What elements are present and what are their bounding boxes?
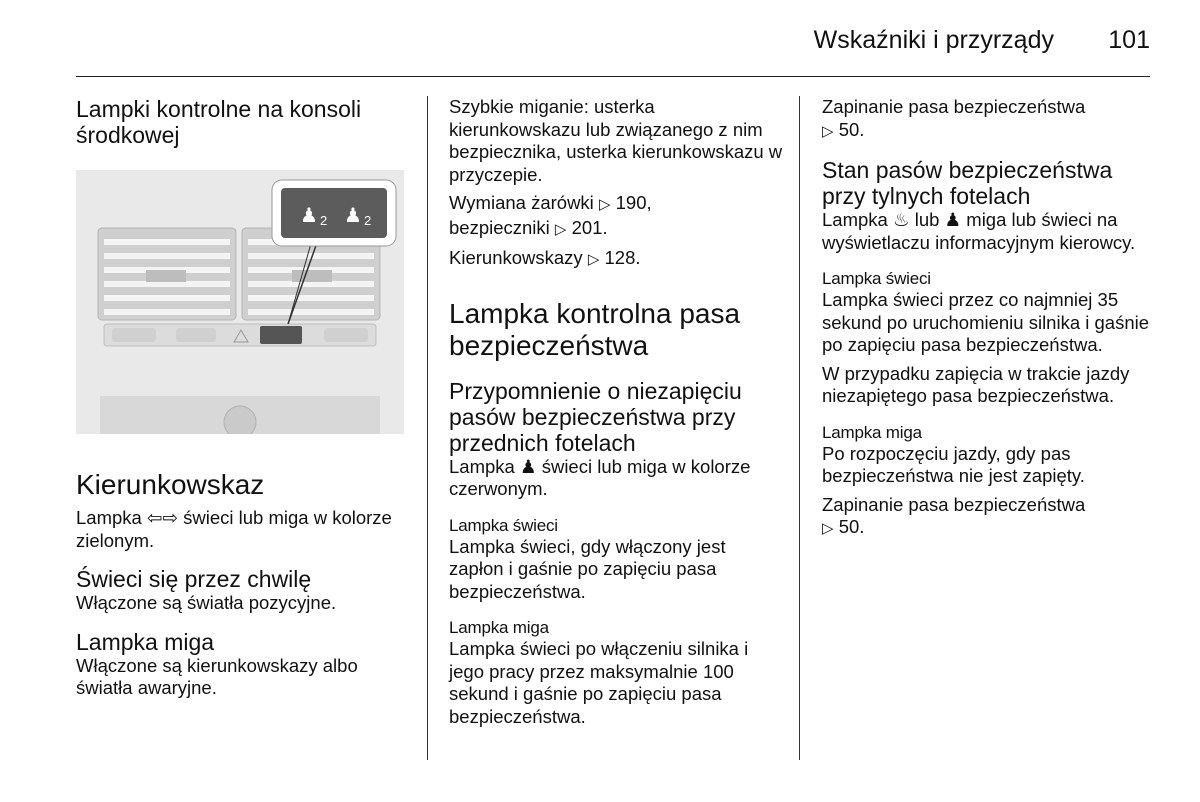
przypomnienie-text: Lampka ♟ świeci lub miga w kolorze czerwonym. [449,455,751,499]
wymiana-text: Wymiana żarówki ▷ 190, bezpieczniki ▷ 201. [449,192,652,238]
reference-arrow-icon: ▷ [822,520,834,537]
lampka-swieci-text-2: W przypadku zapięcia w trakcie jazdy niezapiętego pasa bezpieczeństwa. [822,362,1130,406]
lampka-swieci-title: Lampka świeci [822,269,931,288]
page-reference-link[interactable]: 201. [571,216,608,238]
kierunkowskaz-title: Kierunkowskaz [76,469,265,500]
column-divider [799,96,800,760]
column-2 [449,96,784,728]
swieci-text: Włączone są światła pozycyjne. [76,592,337,613]
console-vent-figure [76,170,404,434]
lampka-miga-text: Lampka świeci po włączeniu silnika i jego pracy przez maksymalnie 100 sekund i gaśnie po zapięciu pasa bezpieczeństwa. [449,638,749,727]
column-divider [427,96,428,760]
figure-number-label: 2 [364,213,372,228]
kierunkowskazy-text: Kierunkowskazy ▷ 128. [449,247,641,268]
page-reference-link[interactable]: 50. [838,118,865,140]
miga-text: Włączone są kierunkowskazy albo światła awaryjne. [76,654,358,698]
lampka-miga-title: Lampka miga [449,618,549,637]
seatbelt-icon: ♟ [944,209,962,230]
lampka-swieci-text: Lampka świeci przez co najmniej 35 sekund po uruchomieniu silnika i gaśnie po zapięciu pasa bezpieczeństwa. [822,289,1150,355]
page-header [76,22,1150,77]
svg-text:♟: ♟ [344,203,362,227]
miga-title: Lampka miga [76,628,215,655]
swieci-title: Świeci się przez chwilę [76,566,312,592]
seatbelt-icon: ♟ [519,455,537,477]
section-heading: Lampki kontrolne na konsoli środkowej [76,96,362,148]
reference-arrow-icon: ▷ [822,122,834,140]
stan-pasow-text: Lampka ♨ lub ♟ miga lub świeci na wyświetlaczu informacyjnym kierowcy. [822,209,1136,253]
column-3 [822,96,1154,541]
figure-number-label: 2 [320,213,328,228]
lampka-miga-title: Lampka miga [822,422,922,442]
lampka-swieci-text: Lampka świeci, gdy włączony jest zapłon i gaśnie po zapięciu pasa bezpieczeństwa. [449,535,726,602]
reference-arrow-icon: ▷ [554,220,567,238]
rear-seatbelt-icon: ♨ [892,209,910,230]
reference-arrow-icon: ▷ [587,251,600,268]
lampka-miga-text: Po rozpoczęciu jazdy, gdy pas bezpieczeństwa nie jest zapięty. [822,442,1085,486]
reference-arrow-icon: ▷ [598,196,611,213]
page-reference-link[interactable]: 128. [604,247,641,268]
lampka-swieci-title: Lampka świeci [449,515,558,535]
zapinanie-text-2: Zapinanie pasa bezpieczeństwa ▷ 50. [822,493,1086,537]
zapinanie-text: Zapinanie pasa bezpieczeństwa ▷ 50. [822,96,1086,140]
szybkie-text: Szybkie miganie: usterka kierunkowskazu lub związanego z nim bezpiecznika, usterka kierunkowskazu w przyczepie. [449,96,783,185]
przypomnienie-title: Przypomnienie o niezapięciu pasów bezpieczeństwa przy przednich fotelach [449,377,742,456]
stan-pasow-title: Stan pasów bezpieczeństwa przy tylnych fotelach [822,157,1113,209]
header-title: Wskaźniki i przyrządy [813,26,1054,54]
kierunkowskaz-text: Lampka ⇦⇨ świeci lub miga w kolorze zielonym. [76,507,392,551]
svg-text:♟: ♟ [300,203,318,227]
page-number: 101 [1108,26,1150,54]
page-reference-link[interactable]: 190, [615,192,652,213]
seatbelt-section-title: Lampka kontrolna pasa bezpieczeństwa [449,297,741,361]
column-1 [76,96,406,700]
page-reference-link[interactable]: 50. [838,516,865,537]
turn-signal-icon: ⇦⇨ [146,507,178,528]
